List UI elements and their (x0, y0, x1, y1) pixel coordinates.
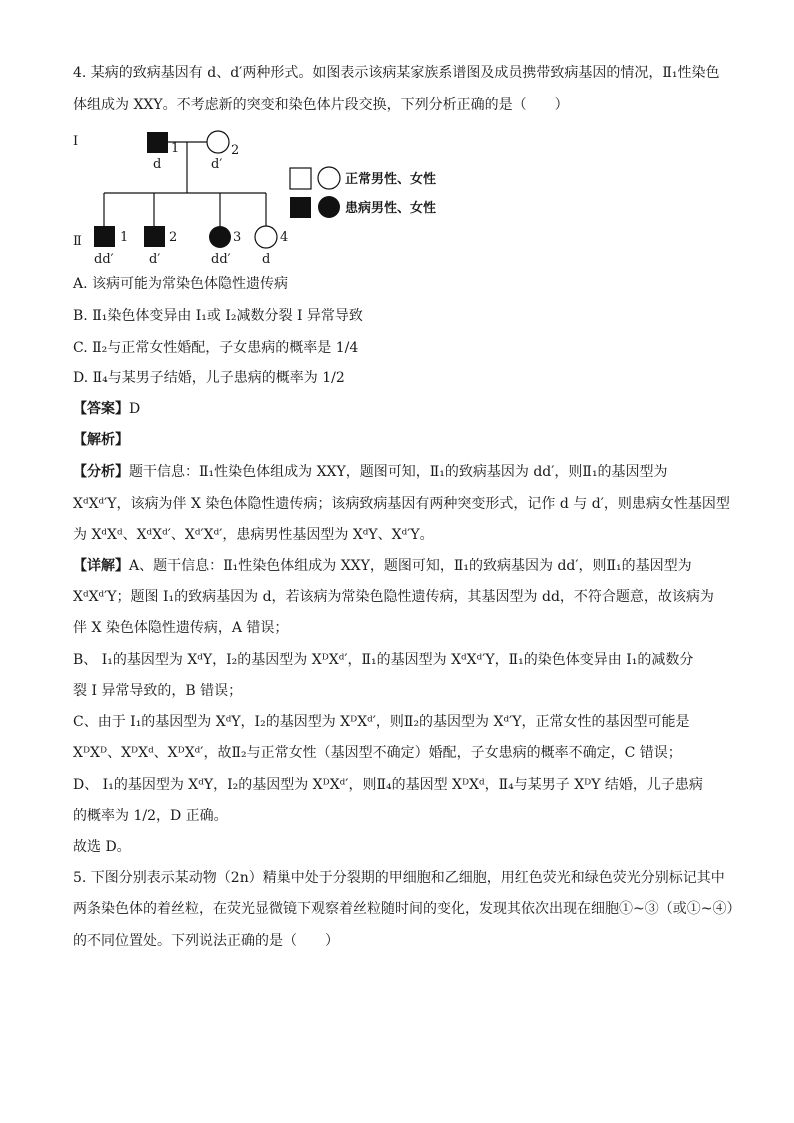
II4-number: 4 (280, 230, 289, 245)
xiangjie-line-8: D、 I₁的基因型为 XᵈY，I₂的基因型为 XᴰXᵈ′，则Ⅱ₄的基因型 XᴰXᵈ，Ⅱ₄与某男子 XᴰY 结婚，儿子患病 (73, 777, 703, 793)
xiangjie-line-10: 故选 D。 (73, 839, 131, 855)
II2-genotype: d′ (149, 252, 161, 267)
answer-value: D (129, 401, 141, 417)
option-a: A. 该病可能为常染色体隐性遗传病 (73, 276, 289, 292)
generation-II-label: Ⅱ (73, 234, 82, 249)
xiangjie-line-3: 伴 X 染色体隐性遗传病，A 错误； (73, 620, 289, 636)
I1-affected-male (147, 132, 168, 153)
fenxi-line-1: 【分析】题干信息：Ⅱ₁性染色体组成为 XXY，题图可知，Ⅱ₁的致病基因为 dd′，则Ⅱ₁的基因型为 (73, 464, 668, 480)
pedigree-diagram (70, 125, 470, 275)
II3-number: 3 (233, 230, 242, 245)
fenxi-tag: 【分析】 (73, 464, 129, 480)
legend-affected-female-icon (318, 196, 340, 218)
legend-normal-label: 正常男性、女性 (345, 172, 437, 187)
option-c: C. Ⅱ₂与正常女性婚配，子女患病的概率是 1/4 (73, 340, 359, 356)
q5-stem-line-3: 的不同位置处。下列说法正确的是（ ） (73, 933, 339, 949)
q4-stem-line-1: 4. 某病的致病基因有 d、d′两种形式。如图表示该病某家族系谱图及成员携带致病基因的情况，Ⅱ₁性染色 (73, 65, 720, 81)
II2-number: 2 (169, 230, 178, 245)
I1-number: 1 (171, 141, 180, 156)
xiangjie-line-1: 【详解】A、题干信息：Ⅱ₁性染色体组成为 XXY，题图可知，Ⅱ₁的致病基因为 dd′，则Ⅱ₁的基因型为 (73, 558, 692, 574)
xiangjie-line-4: B、 I₁的基因型为 XᵈY，I₂的基因型为 XᴰXᵈ′，Ⅱ₁的基因型为 XᵈXᵈ′Y，Ⅱ₁的染色体变异由 I₁的减数分 (73, 652, 694, 668)
q5-stem-line-1: 5. 下图分别表示某动物（2n）精巢中处于分裂期的甲细胞和乙细胞，用红色荧光和绿色荧光分别标记其中 (73, 870, 725, 886)
q4-stem-line-2: 体组成为 XXY。不考虑新的突变和染色体片段交换，下列分析正确的是（ ） (73, 97, 569, 113)
xiangjie-line-9: 的概率为 1/2，D 正确。 (73, 808, 228, 824)
II3-affected-female (209, 226, 231, 248)
option-b: B. Ⅱ₁染色体变异由 I₁或 I₂减数分裂 I 异常导致 (73, 308, 363, 324)
legend-normal-female-icon (318, 167, 340, 189)
xiangjie-line-2: XᵈXᵈ′Y；题图 I₁的致病基因为 d，若该病为常染色隐性遗传病，其基因型为 dd，不符合题意，故该病为 (73, 589, 714, 605)
I1-genotype: d (153, 157, 162, 172)
II1-affected-male (94, 226, 115, 247)
answer-line (73, 399, 140, 419)
legend-affected-male-icon (290, 197, 311, 218)
xiangjie-tag: 【详解】 (73, 558, 129, 574)
xiangjie-line-6: C、由于 I₁的基因型为 XᵈY，I₂的基因型为 XᴰXᵈ′，则Ⅱ₂的基因型为 Xᵈ′Y，正常女性的基因型可能是 (73, 714, 690, 730)
II4-genotype: d (262, 252, 271, 267)
II4-normal-female (255, 226, 277, 248)
I2-number: 2 (231, 143, 240, 158)
I2-normal-female (207, 131, 229, 153)
II2-affected-male (144, 226, 165, 247)
answer-tag: 【答案】 (73, 401, 129, 417)
II1-genotype: dd′ (94, 252, 114, 267)
legend-normal-male-icon (290, 168, 311, 189)
II3-genotype: dd′ (211, 252, 231, 267)
legend-affected-label: 患病男性、女性 (345, 201, 437, 216)
fenxi-line-2: XᵈXᵈ′Y，该病为伴 X 染色体隐性遗传病；该病致病基因有两种突变形式，记作 d 与 d′，则患病女性基因型 (73, 496, 730, 512)
option-d: D. Ⅱ₄与某男子结婚，儿子患病的概率为 1/2 (73, 370, 345, 386)
II1-number: 1 (120, 230, 129, 245)
generation-I-label: I (73, 134, 79, 149)
q5-stem-line-2: 两条染色体的着丝粒，在荧光显微镜下观察着丝粒随时间的变化，发现其依次出现在细胞①~③（或①~④） (73, 901, 741, 917)
analysis-tag: 【解析】 (73, 432, 129, 448)
I2-genotype: d′ (211, 157, 223, 172)
xiangjie-line-7: XᴰXᴰ、XᴰXᵈ、XᴰXᵈ′，故Ⅱ₂与正常女性（基因型不确定）婚配，子女患病的概率不确定，C 错误； (73, 745, 682, 761)
fenxi-line-3: 为 XᵈXᵈ、XᵈXᵈ′、Xᵈ′Xᵈ′，患病男性基因型为 XᵈY、Xᵈ′Y。 (73, 527, 434, 543)
xiangjie-line-5: 裂 I 异常导致的，B 错误； (73, 683, 243, 699)
